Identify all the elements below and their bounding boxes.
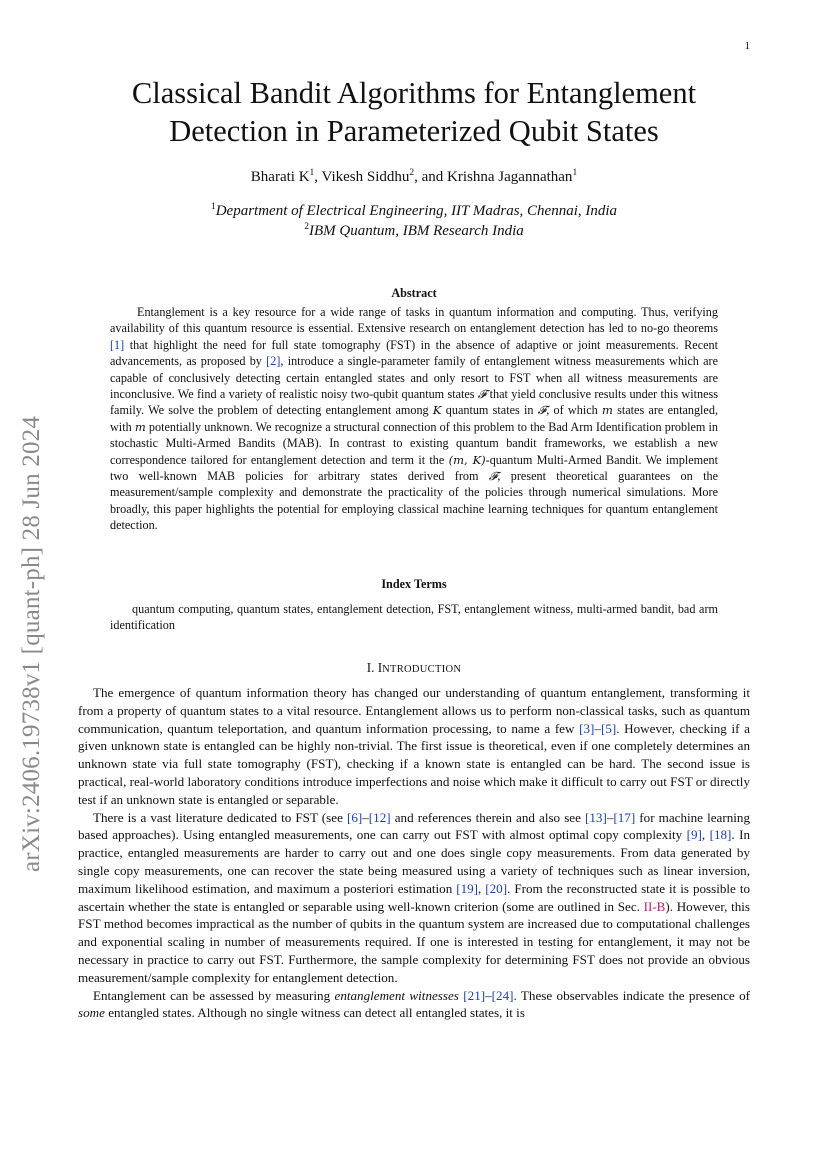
paragraph <box>78 809 750 987</box>
text-run: – <box>606 809 614 825</box>
math-symbol: m <box>601 403 613 418</box>
emphasis: entanglement witnesses <box>334 987 459 1003</box>
text-run: – <box>594 720 601 736</box>
citation-link[interactable]: [19] <box>456 880 479 896</box>
math-symbol: (m, K) <box>448 452 486 467</box>
text-run: . However, checking if a given unknown state is entangled can be highly non-trivial. The first issue is theoretical, even if one completely determines an unknown state via full state tomography (FST), checking if a known state is entangled can be hard. The second issue is practical, real-world laboratory conditions introduce imperfections and noise which make it difficult to carry out FST or directly test if an unknown state is entangled or separable. <box>78 720 750 807</box>
text-run: , <box>478 880 486 896</box>
text-run: potentially unknown. We recognize a structural connection of this problem to the Bad Arm Identification problem in stochastic Multi-Armed Bandits (MAB). In contrast to existing quantum bandit frameworks, we establish a new correspondence tailored for entanglement detection and term it the <box>110 419 718 467</box>
affiliation-marker: 2 <box>409 168 415 178</box>
text-run: that highlight the need for full state tomography (FST) in the absence of adaptive or joint measurements. Recent advancements, as proposed by <box>110 337 718 369</box>
text-run: . In practice, entangled measurements are harder to carry out and one does single copy measurements. From data generated by single copy measurements, one can recover the state being measured using a variety of techniques such as linear inversion, maximum likelihood estimation, and maximum a posteriori estimation <box>78 827 751 896</box>
author-name: Bharati K <box>250 169 310 185</box>
affiliation-marker: 1 <box>572 168 578 178</box>
text-run: entangled states. Although no single witness can detect all entangled states, it is <box>104 1005 525 1021</box>
citation-link[interactable]: [6] <box>346 809 363 825</box>
text-run: -quantum Multi-Armed Bandit. We implement two well-known MAB policies for arbitrary states derived from <box>110 452 718 484</box>
text-run: and references therein and also see <box>390 809 585 825</box>
citation-link[interactable]: [17] <box>613 809 636 825</box>
author-list <box>60 168 768 186</box>
text-run: for machine learning based approaches). Using entangled measurements, one can carry out FST with almost optimal copy complexity <box>78 809 750 843</box>
section-title-rest: NTRODUCTION <box>382 664 462 675</box>
citation-link[interactable]: [5] <box>600 720 617 736</box>
affiliation <box>60 222 768 240</box>
text-run: ). However, this FST method becomes impractical as the number of qubits in the quantum system are increased due to computational challenges and exponential scaling in number of measurements required. If one is interested in testing for entanglement, it may not be necessary in practice to carry out FST. Furthermore, the sample complexity for determining FST does not provide an obvious measurement/sample complexity for entanglement detection. <box>78 898 750 985</box>
author-name: Krishna Jagannathan <box>447 169 573 185</box>
citation-link[interactable]: [18] <box>709 827 732 843</box>
math-symbol: K <box>432 403 442 418</box>
title-line-1: Classical Bandit Algorithms for Entanglement <box>131 76 697 110</box>
affiliation-marker: 1 <box>210 202 216 212</box>
citation-link[interactable]: [20] <box>485 880 508 896</box>
math-symbol: 𝓕 <box>477 387 487 402</box>
emphasis: some <box>78 1005 105 1021</box>
title-line-2: Detection in Parameterized Qubit States <box>169 114 659 148</box>
citation-link[interactable]: [21] <box>463 987 486 1003</box>
text-run: There is a vast literature dedicated to FST (see <box>93 809 347 825</box>
math-symbol: m <box>134 419 146 434</box>
author-separator: , and <box>414 169 448 185</box>
section-initial: I <box>377 660 383 675</box>
section-link[interactable]: II-B <box>643 898 666 914</box>
affiliation-text: IBM Quantum, IBM Research India <box>308 223 524 239</box>
section-number: I. <box>366 660 378 675</box>
affiliation <box>60 202 768 220</box>
math-symbol: 𝓕 <box>488 469 498 484</box>
text-run: quantum states in <box>441 403 538 418</box>
section-heading <box>78 660 750 676</box>
citation-link[interactable]: [24] <box>491 987 514 1003</box>
text-run: . These observables indicate the presence of <box>513 987 751 1003</box>
affiliation-marker: 1 <box>309 168 315 178</box>
citation-link[interactable]: [1] <box>110 337 125 352</box>
citation-link[interactable]: [9] <box>686 827 702 843</box>
index-terms-heading: Index Terms <box>381 577 447 591</box>
text-run: that yield conclusive results under this witness family. We solve the problem of detecting entanglement among <box>110 387 718 418</box>
text-run: Entanglement is a key resource for a wide range of tasks in quantum information and computing. Thus, verifying availability of this quantum resource is essential. Extensive research on entanglement detection has led to no-go theorems <box>110 305 718 336</box>
text-run: , of which <box>546 403 602 418</box>
text-run: – <box>485 987 492 1003</box>
text-run: Entanglement can be assessed by measuring <box>93 987 335 1003</box>
author-separator: , <box>314 169 322 185</box>
paper-title <box>60 74 768 150</box>
paragraph <box>78 684 750 809</box>
text-run: – <box>362 809 369 825</box>
body-text <box>78 684 750 1022</box>
citation-link[interactable]: [3] <box>579 720 595 736</box>
citation-link[interactable]: [12] <box>368 809 391 825</box>
text-run: The emergence of quantum information theory has changed our understanding of quantum entanglement, transforming it from a property of quantum states to a vital resource. Entanglement allows us to perform non-classical tasks, such as quantum communication, quantum teleportation, and quantum information processing, to name a few <box>78 685 750 736</box>
page-number: 1 <box>744 40 750 52</box>
text-run: states are entangled, with <box>110 403 718 434</box>
text-run: , <box>701 827 710 843</box>
citation-link[interactable]: [2] <box>266 354 281 369</box>
text-run: , introduce a single-parameter family of entanglement witness measurements which are capable of conclusively detecting certain entangled states and only resort to FST when all witness measurements are inconclusive. We find a variety of realistic noisy two-qubit quantum states <box>110 354 718 402</box>
abstract-heading: Abstract <box>391 286 437 300</box>
text-run: , present theoretical guarantees on the measurement/sample complexity and demonstrate the practicality of the policies through numerical simulations. More broadly, this paper highlights the potential for employing classical machine learning techniques for quantum entanglement detection. <box>110 469 718 533</box>
author-name: Vikesh Siddhu <box>321 169 410 185</box>
text-run: . From the reconstructed state it is possible to ascertain whether the state is entangled or separable using well-known criterion (some are outlined in Sec. <box>78 880 751 914</box>
index-terms-text: quantum computing, quantum states, entanglement detection, FST, entanglement witness, multi-armed bandit, bad arm identification <box>110 602 718 633</box>
citation-link[interactable]: [13] <box>585 809 607 825</box>
paragraph <box>78 987 750 1023</box>
affiliation-text: Department of Electrical Engineering, IIT Madras, Chennai, India <box>215 203 618 219</box>
affiliation-marker: 2 <box>304 222 309 232</box>
math-symbol: 𝓕 <box>537 403 547 418</box>
arxiv-stamp: arXiv:2406.19738v1 [quant-ph] 28 Jun 2024 <box>18 415 45 872</box>
abstract-text <box>110 304 718 534</box>
